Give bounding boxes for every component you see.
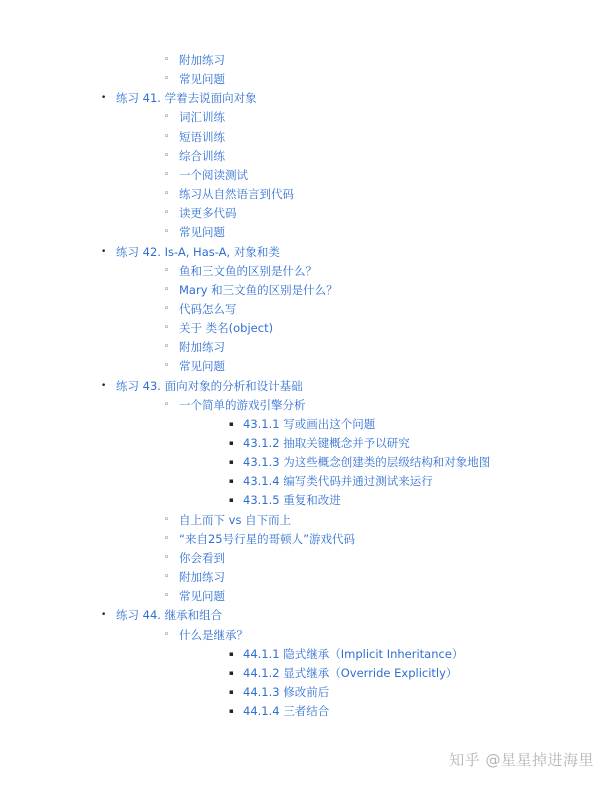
toc-bullet: ▪ [229, 496, 234, 505]
toc-bullet: ◦ [164, 55, 170, 65]
toc-bullet: ▪ [229, 687, 234, 696]
toc-bullet: ◦ [164, 572, 170, 582]
toc-bullet: ▪ [229, 477, 234, 486]
toc-link[interactable]: 44.1.1 隐式继承（Implicit Inheritance） [243, 646, 464, 661]
toc-bullet: ▪ [229, 458, 234, 467]
toc-link[interactable]: “来自25号行星的哥顿人”游戏代码 [179, 531, 356, 546]
toc-bullet: ▪ [229, 649, 234, 658]
toc-link[interactable]: 什么是继承？ [179, 627, 248, 642]
toc-bullet: ◦ [164, 361, 170, 372]
toc-link[interactable]: 常见问题 [179, 589, 225, 604]
toc-bullet: ◦ [164, 265, 170, 276]
toc-bullet: ◦ [164, 284, 170, 295]
toc-bullet: ▪ [229, 419, 234, 428]
toc-bullet: • [101, 246, 107, 257]
toc-link[interactable]: 43.1.4 编写类代码并通过测试来运行 [243, 474, 433, 489]
toc-link[interactable]: 附加练习 [179, 53, 225, 67]
toc-bullet: ▪ [229, 707, 234, 716]
toc-link[interactable]: 短语训练 [179, 129, 225, 144]
toc-link[interactable]: 练习 42. Is-A, Has-A, 对象和类 [116, 244, 280, 259]
toc-link[interactable]: 常见问题 [179, 72, 225, 87]
toc-link[interactable]: 综合训练 [179, 148, 225, 163]
toc-bullet: • [101, 93, 107, 104]
toc-bullet: ◦ [164, 342, 170, 353]
toc-bullet: ◦ [164, 112, 170, 123]
toc-link[interactable]: 附加练习 [179, 570, 225, 584]
toc-bullet: ◦ [164, 629, 170, 640]
toc-bullet: ◦ [164, 150, 170, 161]
toc-link[interactable]: 鱼和三文鱼的区别是什么？ [179, 263, 317, 278]
toc-link[interactable]: 代码怎么写 [179, 301, 237, 316]
toc-bullet: ◦ [164, 399, 170, 410]
toc-bullet: • [101, 380, 107, 391]
toc-link[interactable]: 43.1.5 重复和改进 [243, 493, 341, 508]
toc-link[interactable]: 练习 43. 面向对象的分析和设计基础 [116, 378, 303, 393]
zhihu-watermark: 知乎 @星星掉进海里 [449, 751, 594, 769]
toc-bullet: ▪ [229, 439, 234, 447]
toc-bullet: ◦ [164, 169, 170, 180]
toc-link[interactable]: 附加练习 [179, 340, 225, 355]
toc-link[interactable]: 43.1.1 写或画出这个问题 [243, 416, 376, 431]
toc-link[interactable]: 常见问题 [179, 359, 225, 374]
toc-link[interactable]: 关于 类名(object) [179, 321, 274, 336]
toc-link[interactable]: 一个阅读测试 [179, 167, 248, 182]
toc-link[interactable]: 读更多代码 [179, 206, 237, 221]
toc-link[interactable]: 一个简单的游戏引擎分析 [179, 397, 306, 412]
toc-link[interactable]: 词汇训练 [179, 110, 225, 125]
toc-link[interactable]: 练习 41. 学着去说面向对象 [116, 91, 257, 106]
toc-link[interactable]: Mary 和三文鱼的区别是什么？ [179, 282, 338, 297]
toc-bullet: ◦ [164, 514, 170, 525]
toc-bullet: ◦ [164, 533, 170, 544]
toc-bullet: ◦ [164, 131, 170, 142]
toc-link[interactable]: 练习从自然语言到代码 [179, 187, 294, 201]
toc-bullet: ◦ [164, 323, 170, 334]
toc-bullet: ◦ [164, 227, 170, 238]
toc-bullet: ◦ [164, 208, 170, 219]
toc-bullet: ◦ [164, 74, 170, 85]
toc-bullet: ▪ [229, 668, 234, 677]
toc-link[interactable]: 44.1.2 显式继承（Override Explicitly） [243, 665, 458, 680]
toc-link[interactable]: 常见问题 [179, 225, 225, 240]
toc-link[interactable]: 自上而下 vs 自下而上 [179, 512, 292, 527]
toc-link[interactable]: 你会看到 [179, 550, 225, 565]
toc-bullet: ◦ [164, 189, 170, 199]
toc-link[interactable]: 43.1.2 抽取关键概念并予以研究 [243, 436, 410, 450]
toc-bullet: • [101, 610, 107, 621]
toc-link[interactable]: 43.1.3 为这些概念创建类的层级结构和对象地图 [243, 455, 491, 470]
toc-link[interactable]: 练习 44. 继承和组合 [116, 608, 223, 623]
toc-bullet: ◦ [164, 591, 170, 602]
toc-link[interactable]: 44.1.4 三者结合 [243, 704, 330, 719]
toc-bullet: ◦ [164, 303, 170, 314]
toc-link[interactable]: 44.1.3 修改前后 [243, 684, 330, 699]
toc-bullet: ◦ [164, 552, 170, 563]
